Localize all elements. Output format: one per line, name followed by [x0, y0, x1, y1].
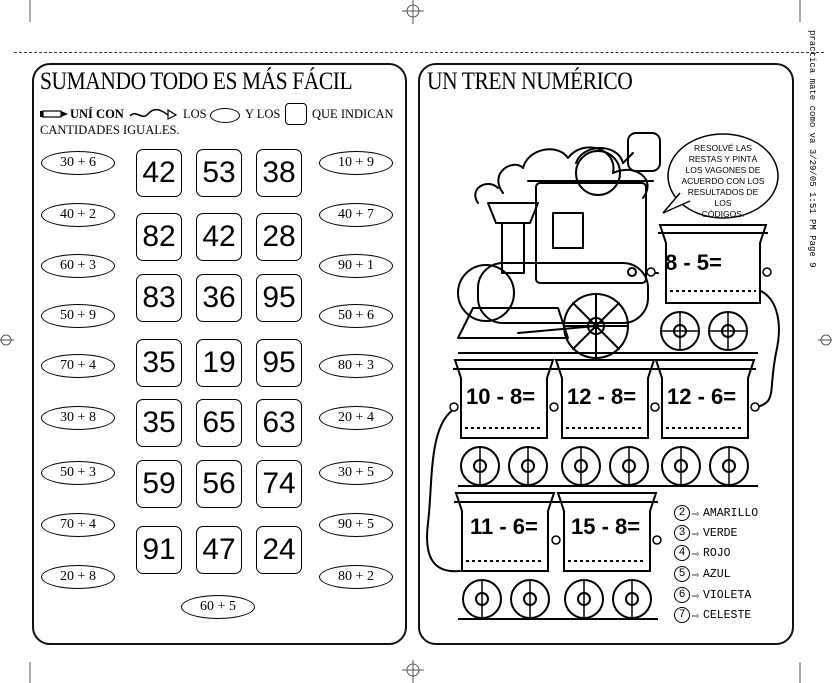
code-color: VIOLETA	[702, 588, 752, 602]
sum-oval-left[interactable]: 40 + 2	[41, 203, 115, 227]
sum-oval-left[interactable]: 60 + 3	[41, 254, 115, 278]
code-color: AZUL	[702, 567, 731, 581]
code-number: 3	[674, 525, 690, 541]
number-box[interactable]: 35	[136, 399, 182, 447]
number-box[interactable]: 91	[136, 526, 182, 574]
code-number: 2	[674, 505, 690, 521]
sum-oval-left[interactable]: 30 + 6	[41, 151, 115, 175]
number-box[interactable]: 19	[196, 339, 242, 387]
wagon-equation[interactable]: 10 - 8=	[466, 384, 536, 409]
number-box[interactable]: 56	[196, 460, 242, 508]
oval-shape-icon	[210, 108, 240, 123]
number-box[interactable]: 28	[256, 213, 302, 261]
instruction-que-indican: QUE INDICAN	[312, 107, 394, 121]
number-box[interactable]: 35	[136, 339, 182, 387]
right-title: UN TREN NUMÉRICO	[427, 68, 633, 95]
wagon-equation[interactable]: 12 - 6=	[667, 384, 737, 409]
number-box[interactable]: 95	[256, 339, 302, 387]
number-box[interactable]: 83	[136, 274, 182, 322]
sum-oval-right[interactable]: 90 + 5	[319, 513, 393, 537]
sum-oval-left[interactable]: 50 + 9	[41, 304, 115, 328]
sum-oval-left[interactable]: 50 + 3	[41, 461, 115, 485]
color-code-item	[674, 525, 737, 541]
color-code-item	[674, 545, 731, 561]
left-title: SUMANDO TODO ES MÁS FÁCIL	[40, 68, 353, 95]
instruction-los: LOS	[183, 107, 207, 121]
wavy-line-icon	[128, 107, 178, 121]
arrow-icon: ⇨	[692, 568, 699, 582]
number-box[interactable]: 65	[196, 399, 242, 447]
arrow-icon: ⇨	[692, 589, 699, 603]
code-number: 7	[674, 607, 690, 623]
number-box[interactable]: 59	[136, 460, 182, 508]
color-code-item	[674, 607, 751, 623]
number-box[interactable]: 53	[196, 149, 242, 197]
instruction-y-los: Y LOS	[245, 107, 281, 121]
speech-bubble-text: RESOLVÉ LAS RESTAS Y PINTÁ LOS VAGONES DE ACUERDO CON LOS RESULTADOS DE LOS CÓDIGOS.	[681, 143, 765, 219]
wagon-equation[interactable]: 12 - 8=	[567, 384, 637, 409]
sum-oval-left[interactable]: 20 + 8	[41, 565, 115, 589]
arrow-icon: ⇨	[692, 507, 699, 521]
sum-oval-right[interactable]: 30 + 5	[319, 461, 393, 485]
instruction-cantidades: CANTIDADES IGUALES.	[40, 123, 180, 137]
number-box[interactable]: 74	[256, 460, 302, 508]
code-color: ROJO	[702, 546, 731, 560]
code-color: CELESTE	[702, 608, 752, 622]
arrow-icon: ⇨	[692, 527, 699, 541]
number-box[interactable]: 36	[196, 274, 242, 322]
sum-oval-right[interactable]: 10 + 9	[319, 151, 393, 175]
square-shape-icon	[285, 103, 307, 125]
arrow-icon: ⇨	[692, 547, 699, 561]
number-box[interactable]: 42	[136, 149, 182, 197]
code-number: 4	[674, 545, 690, 561]
margin-print-note: practica mate como va 3/29/05 1:51 PM Page 9	[807, 30, 817, 268]
color-code-item	[674, 505, 758, 521]
sum-oval-right[interactable]: 20 + 4	[319, 406, 393, 430]
pencil-icon	[39, 108, 69, 120]
sum-oval-right[interactable]: 50 + 6	[319, 304, 393, 328]
number-box[interactable]: 63	[256, 399, 302, 447]
number-box[interactable]: 47	[196, 526, 242, 574]
number-box[interactable]: 82	[136, 213, 182, 261]
arrow-icon: ⇨	[692, 609, 699, 623]
sum-oval-right[interactable]: 40 + 7	[319, 203, 393, 227]
code-number: 5	[674, 566, 690, 582]
sum-oval-right[interactable]: 80 + 2	[319, 565, 393, 589]
number-box[interactable]: 42	[196, 213, 242, 261]
color-code-item	[674, 587, 751, 603]
sum-oval-right[interactable]: 90 + 1	[319, 254, 393, 278]
code-number: 6	[674, 587, 690, 603]
sum-oval-left[interactable]: 70 + 4	[41, 354, 115, 378]
wagon-equation[interactable]: 15 - 8=	[571, 514, 641, 539]
wagon-equation[interactable]: 8 - 5=	[665, 250, 722, 275]
number-box[interactable]: 95	[256, 274, 302, 322]
color-code-item	[674, 566, 731, 582]
sum-oval-bottom[interactable]: 60 + 5	[181, 595, 255, 619]
instruction-unir: UNÍ CON	[70, 107, 124, 121]
sum-oval-right[interactable]: 80 + 3	[319, 354, 393, 378]
number-box[interactable]: 24	[256, 526, 302, 574]
sum-oval-left[interactable]: 30 + 8	[41, 406, 115, 430]
code-color: AMARILLO	[702, 506, 759, 520]
code-color: VERDE	[702, 526, 738, 540]
sum-oval-left[interactable]: 70 + 4	[41, 513, 115, 537]
number-box[interactable]: 38	[256, 149, 302, 197]
wagon-equation[interactable]: 11 - 6=	[470, 514, 538, 539]
